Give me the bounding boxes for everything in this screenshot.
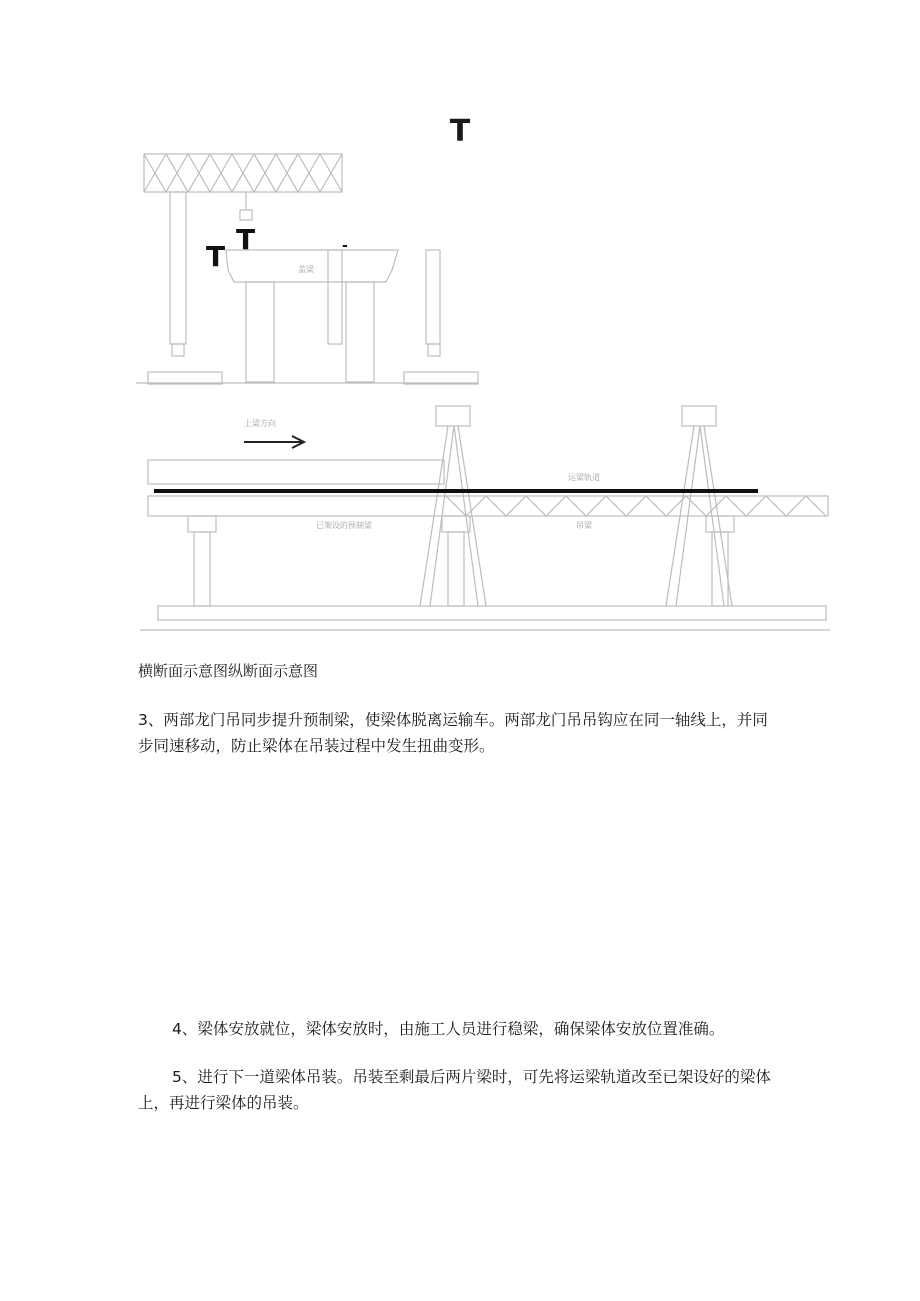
longitudinal-diagram (140, 406, 830, 630)
beam-label: 已架设的预制梁 (316, 521, 372, 530)
pier-label: 盖梁 (298, 265, 314, 274)
direction-label: 上梁方向 (244, 419, 276, 428)
construction-diagram (136, 150, 830, 636)
crane-label: 吊梁 (576, 521, 592, 530)
paragraph-step-4: 4、梁体安放就位，梁体安放时，由施工人员进行稳梁，确保梁体安放位置准确。 (172, 1020, 725, 1038)
small-mark: - (342, 238, 348, 254)
rail-label: 运梁轨道 (568, 473, 600, 482)
beam-mark-right: T (236, 223, 256, 256)
beam-mark-left: T (206, 240, 226, 273)
direction-arrow (244, 436, 304, 448)
paragraph-step-5: 5、进行下一道梁体吊装。吊装至剩最后两片梁时，可先将运梁轨道改至已架设好的梁体上，再进行梁体的吊装。 (138, 1068, 771, 1112)
page-title: T (449, 114, 471, 149)
figure-caption: 横断面示意图纵断面示意图 (138, 662, 319, 680)
paragraph-step-3: 3、两部龙门吊同步提升预制梁，使梁体脱离运输车。两部龙门吊吊钩应在同一轴线上，并同步同速移动，防止梁体在吊装过程中发生扭曲变形。 (138, 711, 768, 755)
